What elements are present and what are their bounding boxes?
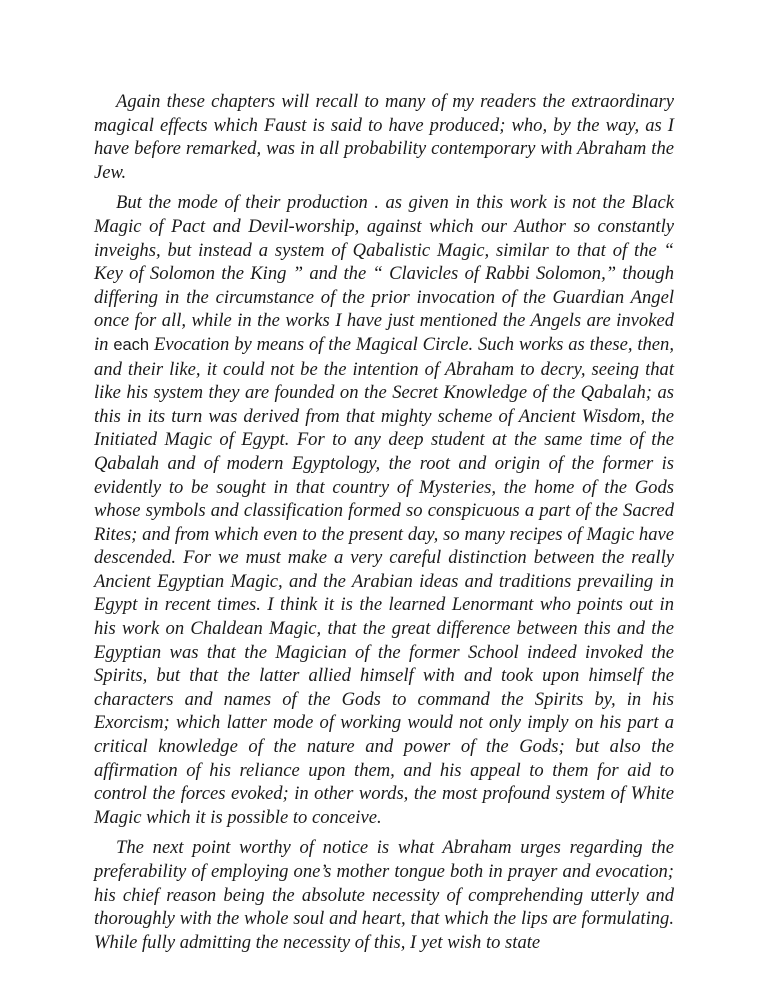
- upright-word: each: [113, 335, 150, 354]
- paragraph-faust: Again these chapters will recall to many of my readers the extraordinary magical effects which Faust is said to have produced; who, by the way, as I have before remarked, was in all probability contemporary with Abraham the Jew.: [94, 91, 674, 183]
- document-page: [94, 90, 674, 961]
- paragraph-mother-tongue: The next point worthy of notice is what Abraham urges regarding the preferability of employing one’s mother tongue both in prayer and evocation; his chief reason being the absolute necessity of comprehending utterly and thoroughly with the whole soul and heart, that which the lips are formulating. While fully admitting the necessity of this, I yet wish to state: [94, 837, 674, 953]
- paragraph-text-after: Evocation by means of the Magical Circle. Such works as these, then, and their like, it could not be the intention of Abraham to decry, seeing that like his system they are founded on the Secret Knowledge of the Qabalah; as this in its turn was derived from that mighty scheme of Ancient Wisdom, the Initiated Magic of Egypt. For to any deep student at the same time of the Qabalah and of modern Egyptology, the root and origin of the former is evidently to be sought in that country of Mysteries, the home of the Gods whose symbols and classification formed so conspicuous a part of the Sacred Rites; and from which even to the present day, so many recipes of Magic have descended. For we must make a very careful distinction between the really Ancient Egyptian Magic, and the Arabian ideas and traditions prevailing in Egypt in recent times. I think it is the learned Lenormant who points out in his work on Chaldean Magic, that the great difference between this and the Egyptian was that the Magician of the former School indeed invoked the Spirits, but that the latter allied himself with and took upon himself the characters and names of the Gods to command the Spirits by, in his Exorcism; which latter mode of working would not only imply on his part a critical knowledge of the nature and power of the Gods; but also the affirmation of his reliance upon them, and his appeal to them for aid to control the forces evoked; in other words, the most profound system of White Magic which it is possible to conceive.: [94, 333, 674, 828]
- paragraph-qabalistic-magic: [94, 191, 674, 829]
- paragraph-text-before: But the mode of their production . as given in this work is not the Black Magic of Pact and Devil-worship, against which our Author so constantly inveighs, but instead a system of Qabalistic Magic, similar to that of the “ Key of Solomon the King ” and the “ Clavicles of Rabbi Solomon,” though differing in the circumstance of the prior invocation of the Guardian Angel once for all, while in the works I have just mentioned the Angels are invoked in: [94, 192, 674, 355]
